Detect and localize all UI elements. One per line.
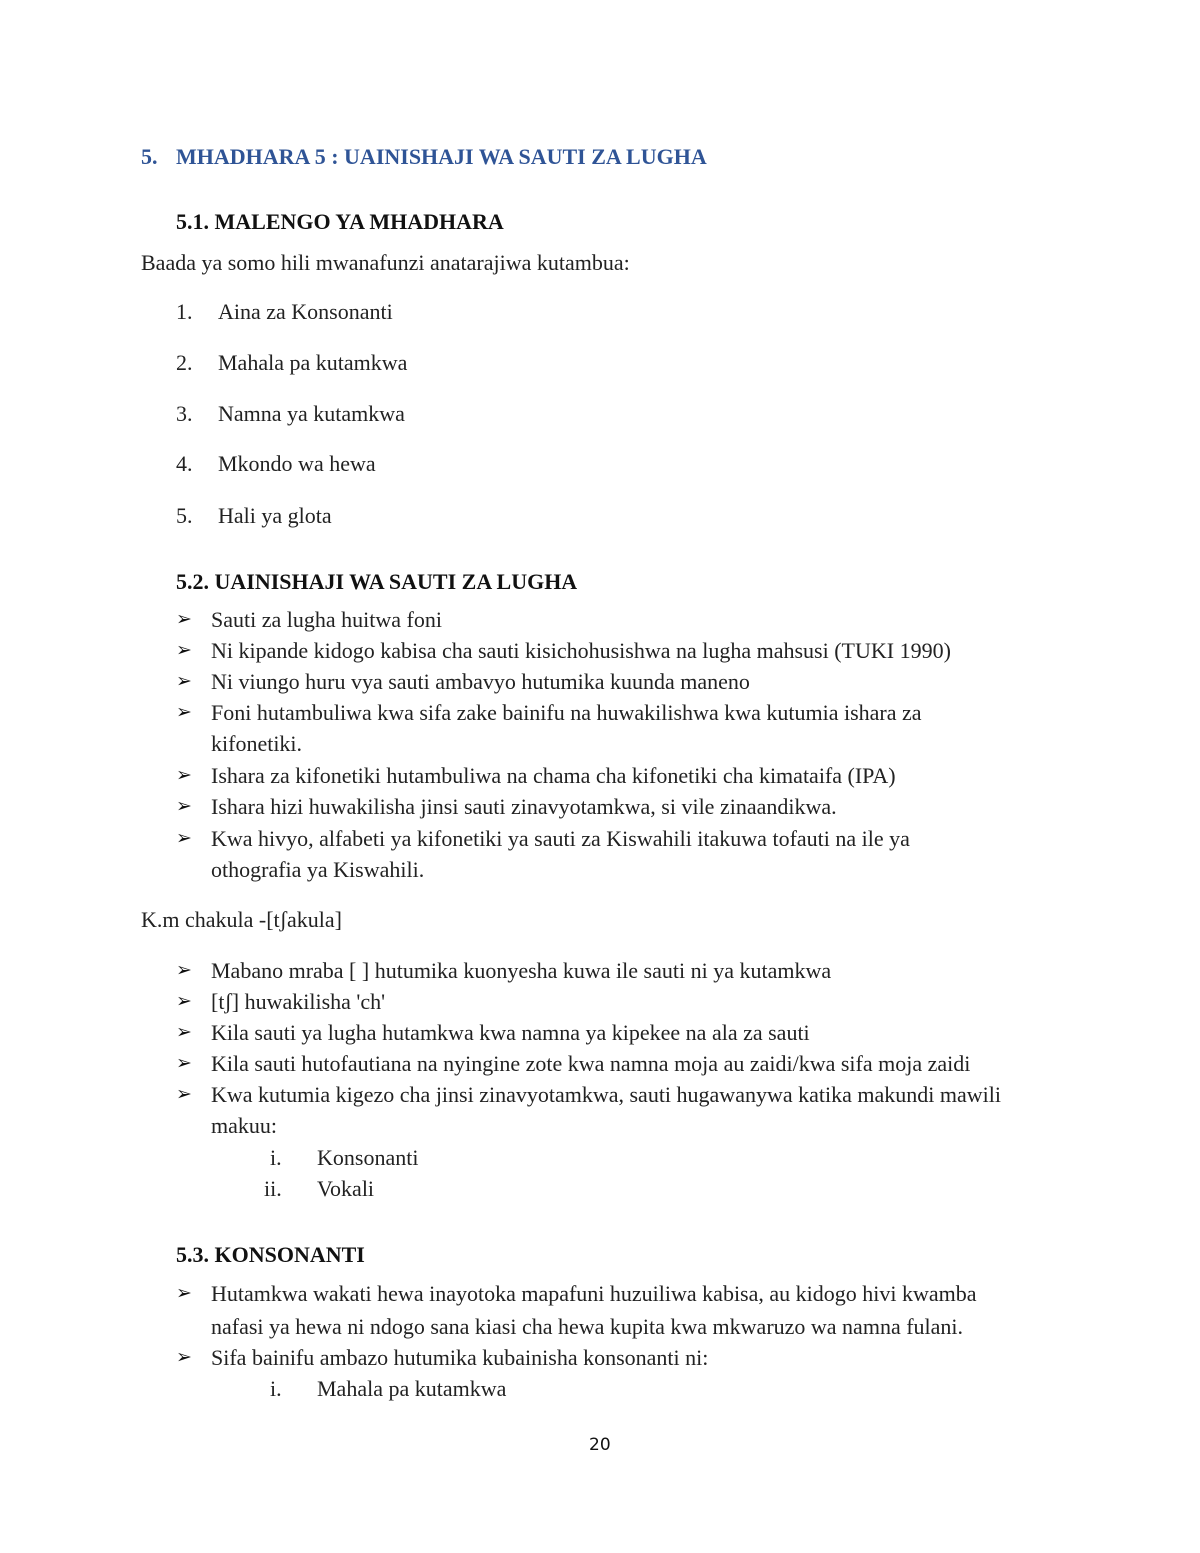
chapter-title: MHADHARA 5 : UAINISHAJI WA SAUTI ZA LUGHA: [176, 144, 707, 169]
bullet-item: Ishara hizi huwakilisha jinsi sauti zinavyotamkwa, si vile zinaandikwa.: [211, 794, 837, 819]
sub-item-number: ii.: [264, 1176, 282, 1201]
section-5-2-title: 5.2. UAINISHAJI WA SAUTI ZA LUGHA: [176, 569, 578, 594]
bullet-item: [tʃ] huwakilisha 'ch': [211, 989, 386, 1014]
list-item-number: 4.: [176, 451, 193, 476]
arrow-bullet-icon: ➢: [176, 828, 192, 849]
bullet-item-continuation: othografia ya Kiswahili.: [211, 857, 425, 882]
arrow-bullet-icon: ➢: [176, 991, 192, 1012]
chapter-number: 5.: [141, 144, 158, 169]
arrow-bullet-icon: ➢: [176, 1084, 192, 1105]
sub-item: Vokali: [317, 1176, 375, 1201]
bullet-item: Foni hutambuliwa kwa sifa zake bainifu na huwakilishwa kwa kutumia ishara za: [211, 700, 922, 725]
list-item-number: 3.: [176, 401, 193, 426]
page-number: 20: [589, 1435, 611, 1455]
list-item: Mkondo wa hewa: [218, 451, 376, 476]
section-5-1-intro: Baada ya somo hili mwanafunzi anatarajiwa kutambua:: [141, 250, 630, 275]
example-text: K.m chakula -[tʃakula]: [141, 907, 342, 932]
list-item: Aina za Konsonanti: [218, 299, 393, 324]
list-item-number: 1.: [176, 299, 193, 324]
bullet-item: Mabano mraba [ ] hutumika kuonyesha kuwa ile sauti ni ya kutamkwa: [211, 958, 832, 983]
bullet-item: Sauti za lugha huitwa foni: [211, 607, 442, 632]
arrow-bullet-icon: ➢: [176, 671, 192, 692]
arrow-bullet-icon: ➢: [176, 796, 192, 817]
section-5-3-title: 5.3. KONSONANTI: [176, 1242, 365, 1267]
list-item: Namna ya kutamkwa: [218, 401, 405, 426]
arrow-bullet-icon: ➢: [176, 1022, 192, 1043]
bullet-item: Kila sauti ya lugha hutamkwa kwa namna ya kipekee na ala za sauti: [211, 1020, 810, 1045]
bullet-item: Sifa bainifu ambazo hutumika kubainisha konsonanti ni:: [211, 1345, 709, 1370]
sub-item: Mahala pa kutamkwa: [317, 1376, 507, 1401]
list-item: Mahala pa kutamkwa: [218, 350, 408, 375]
arrow-bullet-icon: ➢: [176, 702, 192, 723]
bullet-item-continuation: kifonetiki.: [211, 731, 303, 756]
sub-item-number: i.: [270, 1376, 282, 1401]
bullet-item: Kwa kutumia kigezo cha jinsi zinavyotamkwa, sauti hugawanywa katika makundi mawili: [211, 1082, 1001, 1107]
bullet-item-continuation: makuu:: [211, 1113, 277, 1138]
bullet-item-continuation: nafasi ya hewa ni ndogo sana kiasi cha hewa kupita kwa mkwaruzo wa namna fulani.: [211, 1314, 964, 1339]
sub-item-number: i.: [270, 1145, 282, 1170]
list-item-number: 5.: [176, 503, 193, 528]
bullet-item: Hutamkwa wakati hewa inayotoka mapafuni huzuiliwa kabisa, au kidogo hivi kwamba: [211, 1281, 977, 1306]
bullet-item: Kila sauti hutofautiana na nyingine zote kwa namna moja au zaidi/kwa sifa moja zaidi: [211, 1051, 971, 1076]
arrow-bullet-icon: ➢: [176, 765, 192, 786]
sub-item: Konsonanti: [317, 1145, 419, 1170]
arrow-bullet-icon: ➢: [176, 609, 192, 630]
bullet-item: Ni viungo huru vya sauti ambavyo hutumika kuunda maneno: [211, 669, 750, 694]
arrow-bullet-icon: ➢: [176, 640, 192, 661]
section-5-1-title: 5.1. MALENGO YA MHADHARA: [176, 209, 504, 234]
arrow-bullet-icon: ➢: [176, 1053, 192, 1074]
list-item-number: 2.: [176, 350, 193, 375]
bullet-item: Ni kipande kidogo kabisa cha sauti kisichohusishwa na lugha mahsusi (TUKI 1990): [211, 638, 951, 663]
bullet-item: Ishara za kifonetiki hutambuliwa na chama cha kifonetiki cha kimataifa (IPA): [211, 763, 896, 788]
bullet-item: Kwa hivyo, alfabeti ya kifonetiki ya sauti za Kiswahili itakuwa tofauti na ile ya: [211, 826, 910, 851]
arrow-bullet-icon: ➢: [176, 1347, 192, 1368]
arrow-bullet-icon: ➢: [176, 960, 192, 981]
list-item: Hali ya glota: [218, 503, 332, 528]
arrow-bullet-icon: ➢: [176, 1283, 192, 1304]
